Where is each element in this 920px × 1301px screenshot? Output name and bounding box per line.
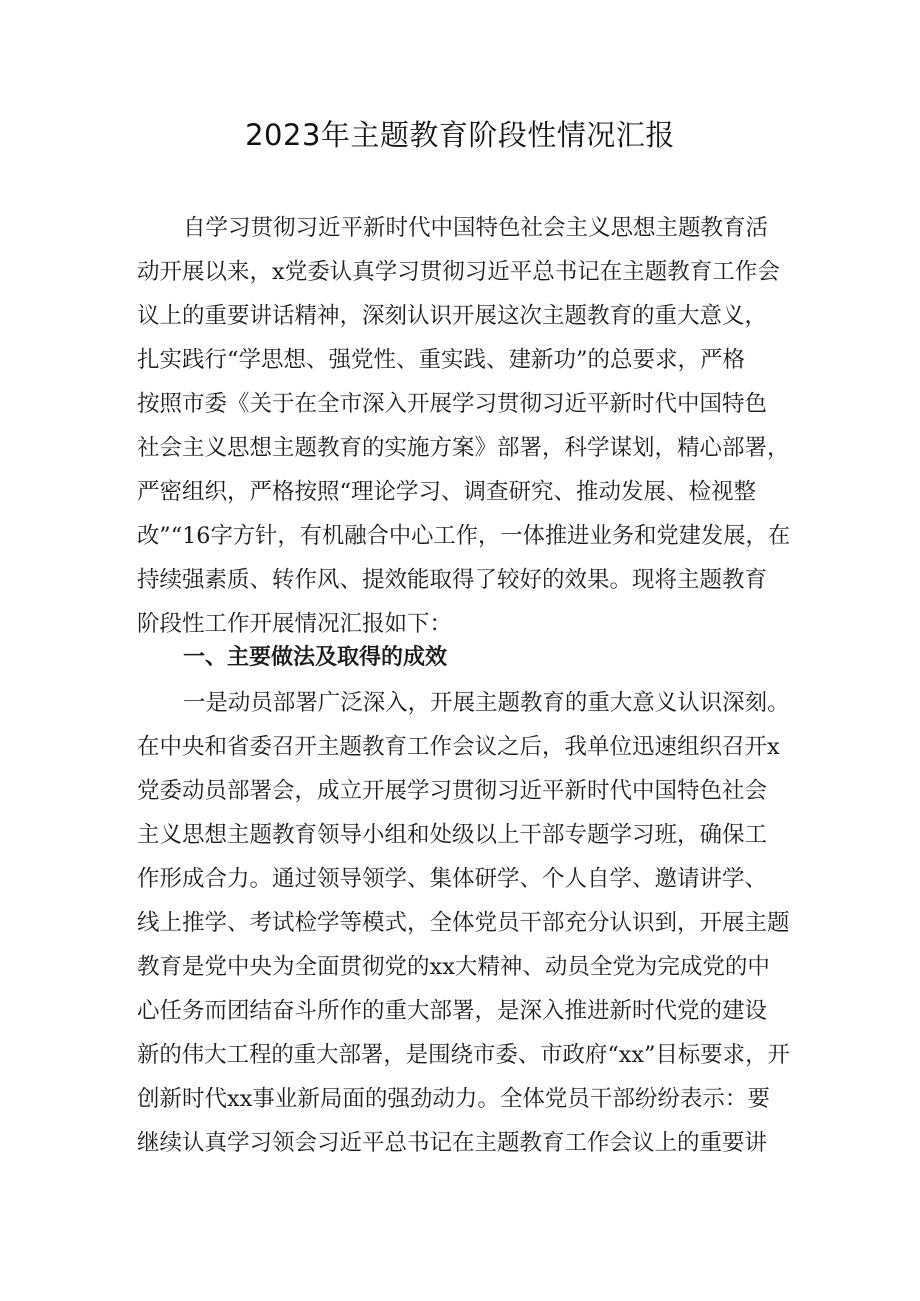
paragraph-line: 按照市委《关于在全市深入开展学习贯彻习近平新时代中国特色 (137, 391, 768, 417)
paragraph-line: 继续认真学习领会习近平总书记在主题教育工作会议上的重要讲 (137, 1130, 768, 1156)
paragraph-line: 扎实践行“学思想、强党性、重实践、建新功”的总要求，严格 (137, 347, 746, 373)
paragraph-line: 党委动员部署会，成立开展学习贯彻习近平新时代中国特色社会 (137, 778, 768, 804)
paragraph-line: 心任务而团结奋斗所作的重大部署，是深入推进新时代党的建设 (137, 998, 768, 1024)
paragraph-line: 持续强素质、转作风、提效能取得了较好的效果。现将主题教育 (137, 567, 768, 593)
paragraph-line: 新的伟大工程的重大部署，是围绕市委、市政府“xx”目标要求，开 (137, 1042, 790, 1068)
paragraph-line: 阶段性工作开展情况汇报如下： (137, 611, 453, 637)
paragraph-line: 严密组织，严格按照“理论学习、调查研究、推动发展、检视整 (137, 479, 757, 505)
paragraph-line: 作形成合力。通过领导领学、集体研学、个人自学、邀请讲学、 (137, 866, 768, 892)
paragraph-line: 创新时代xx事业新局面的强劲动力。全体党员干部纷纷表示：要 (137, 1086, 770, 1112)
document-title: 2023年主题教育阶段性情况汇报 (245, 118, 675, 152)
paragraph-line: 议上的重要讲话精神，深刻认识开展这次主题教育的重大意义， (137, 303, 768, 329)
paragraph-line: 一是动员部署广泛深入，开展主题教育的重大意义认识深刻。 (183, 690, 790, 716)
paragraph-line: 主义思想主题教育领导小组和处级以上干部专题学习班，确保工 (137, 822, 768, 848)
paragraph-line: 动开展以来，x党委认真学习贯彻习近平总书记在主题教育工作会 (137, 259, 780, 285)
paragraph-line: 改”“16字方针，有机融合中心工作，一体推进业务和党建发展，在 (137, 523, 791, 549)
paragraph-line: 教育是党中央为全面贯彻党的xx大精神、动员全党为完成党的中 (137, 954, 770, 980)
paragraph-line: 在中央和省委召开主题教育工作会议之后，我单位迅速组织召开x (137, 734, 780, 760)
paragraph-line: 社会主义思想主题教育的实施方案》部署，科学谋划，精心部署， (137, 435, 790, 461)
paragraph-line: 自学习贯彻习近平新时代中国特色社会主义思想主题教育活 (183, 215, 769, 241)
section-heading: 一、主要做法及取得的成效 (183, 645, 448, 670)
paragraph-line: 线上推学、考试检学等模式，全体党员干部充分认识到，开展主题 (137, 910, 790, 936)
